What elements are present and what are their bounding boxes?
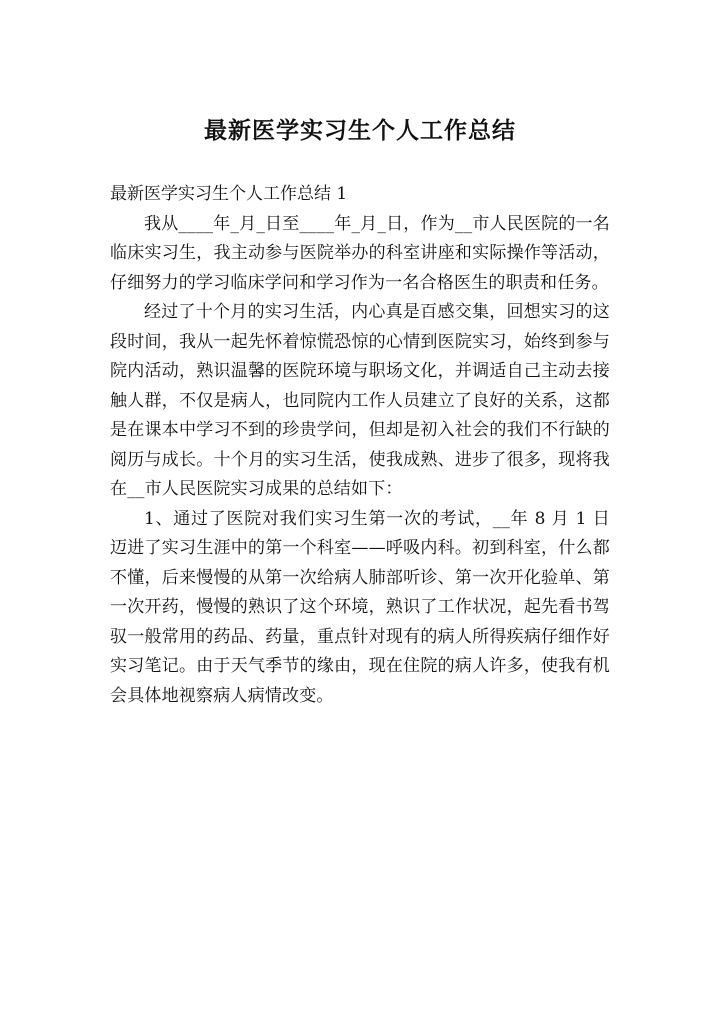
paragraph-3: 1、通过了医院对我们实习生第一次的考试，__年 8 月 1 日迈进了实习生涯中的第一个科室——呼吸内科。初到科室，什么都不懂，后来慢慢的从第一次给病人肺部听诊、第一次开化验单、第一次开药，慢慢的熟识了这个环境，熟识了工作状况，起先看书驾驭一般常用的药品、药量，重点针对现有的病人所得疾病仔细作好实习笔记。由于天气季节的缘由，现在住院的病人许多，使我有机会具体地视察病人病情改变。	[110, 508, 610, 706]
document-title: 最新医学实习生个人工作总结	[204, 117, 516, 144]
section-subheading: 最新医学实习生个人工作总结 1	[110, 184, 348, 204]
paragraph-2: 经过了十个月的实习生活，内心真是百感交集，回想实习的这段时间，我从一起先怀着惊慌恐惊的心情到医院实习，始终到参与院内活动，熟识温馨的医院环境与职场文化，并调适自己主动去接触人群，不仅是病人，也同院内工作人员建立了良好的关系，这都是在课本中学习不到的珍贵学问，但却是初入社会的我们不行缺的阅历与成长。十个月的实习生活，使我成熟、进步了很多，现将我在__市人民医院实习成果的总结如下：	[110, 302, 610, 499]
paragraph-1: 我从____年_月_日至____年_月_日，作为__市人民医院的一名临床实习生，我主动参与医院举办的科室讲座和实际操作等活动，仔细努力的学习临床学问和学习作为一名合格医生的职责和任务。	[110, 213, 610, 293]
document-body	[110, 180, 610, 711]
